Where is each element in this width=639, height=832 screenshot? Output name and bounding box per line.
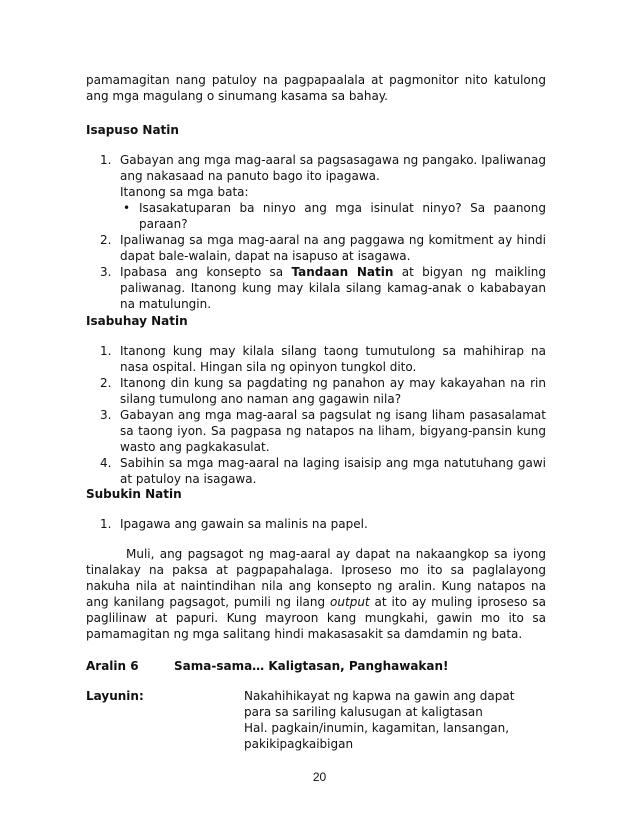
tandaan-natin-label: Tandaan Natin xyxy=(291,265,394,279)
list-item: 1. Itanong kung may kilala silang taong tumutulong sa mahihirap na nasa ospital. Hingan sila ng opinyon tungkol dito. xyxy=(100,344,546,374)
page-number: 20 xyxy=(312,770,327,784)
list-item: 4. Sabihin sa mga mag-aaral na laging isaisip ang mga natutuhang gawi at patuloy na isagawa. xyxy=(100,456,546,486)
section-heading-subukin: Subukin Natin xyxy=(86,487,182,501)
objective-line: Nakahihikayat ng kapwa na gawin ang dapat xyxy=(244,689,515,703)
list-item-text: Itanong sa mga bata: xyxy=(120,185,249,199)
closing-paragraph: Muli, ang pagsagot ng mag-aaral ay dapat na nakaangkop sa iyong tinalakay na paksa at pagpapahalaga. Iproseso mo ito sa paglalayong nakuha nila at naintindihan nila ang konsepto ng aralin. Kung natapos na ang kanilang pagsagot, pumili ng ilang output at ito ay muling iproseso sa paglilinaw at papuri. Kung mayroon kang mungkahi, gawin mo ito sa pamamagitan ng mga salitang hindi makasasakit sa damdamin ng bata. xyxy=(86,547,546,641)
bullet-list xyxy=(120,200,546,232)
intro-paragraph: pamamagitan nang patuloy na pagpapaalala at pagmonitor nito katulong ang mga magulang o sinumang kasama sa bahay. xyxy=(86,73,546,103)
bullet-item: • Isasakatuparan ba ninyo ang mga isinulat ninyo? Sa paanong paraan? xyxy=(123,201,546,231)
section-isapuso xyxy=(86,122,546,312)
bullet-icon: • xyxy=(123,201,131,215)
section-heading-isapuso: Isapuso Natin xyxy=(86,123,179,137)
objectives-text xyxy=(244,688,544,752)
objective-line: para sa sariling kalusugan at kaligtasan xyxy=(244,705,483,719)
list-item-text: Ipaliwanag sa mga mag-aaral na ang paggawa ng komitment ay hindi dapat bale-walain, dapat na isapuso at isagawa. xyxy=(120,233,546,263)
list-item: 1. Ipagawa ang gawain sa malinis na papel. xyxy=(100,517,368,531)
list-item-text: Gabayan ang mga mag-aaral sa pagsasagawa ng pangako. Ipaliwanag ang nakasaad na panuto bago ito ipagawa. xyxy=(120,153,546,183)
list-item: 2. Itanong din kung sa pagdating ng panahon ay may kakayahan na rin silang tumulong ano naman ang gagawin nila? xyxy=(100,376,546,406)
list-item: 2. Ipaliwanag sa mga mag-aaral na ang paggawa ng komitment ay hindi dapat bale-walain, dapat na isapuso at isagawa. xyxy=(100,233,546,263)
list-item: 3. Ipabasa ang konsepto sa Tandaan Natin at bigyan ng maikling paliwanag. Itanong kung may kilala silang kamag-anak o kababayan na matulungin. xyxy=(100,265,546,311)
section-subukin xyxy=(86,486,546,642)
section-isabuhay xyxy=(86,313,546,487)
lesson-title-row xyxy=(86,658,556,674)
lesson-number: Aralin 6 xyxy=(86,659,139,673)
objectives-label: Layunin: xyxy=(86,689,144,703)
list-item: 3. Gabayan ang mga mag-aaral sa pagsulat ng isang liham pasasalamat sa taong iyon. Sa pagpasa ng natapos na liham, bigyang-pansin kung wasto ang pagkakasulat. xyxy=(100,408,546,454)
objective-line: Hal. pagkain/inumin, kagamitan, lansangan, xyxy=(244,721,510,735)
section-heading-isabuhay: Isabuhay Natin xyxy=(86,314,188,328)
lesson-title: Sama-sama… Kaligtasan, Panghawakan! xyxy=(174,659,449,673)
list-item: 1. Gabayan ang mga mag-aaral sa pagsasagawa ng pangako. Ipaliwanag ang nakasaad na panuto bago ito ipagawa. Itanong sa mga bata: • Isasakatuparan ba ninyo ang mga isinulat ninyo? Sa paanong paraan? xyxy=(100,153,546,231)
objective-line: pakikipagkaibigan xyxy=(244,737,354,751)
subukin-list xyxy=(86,516,546,532)
isabuhay-list xyxy=(86,343,546,487)
isapuso-list xyxy=(86,152,546,312)
